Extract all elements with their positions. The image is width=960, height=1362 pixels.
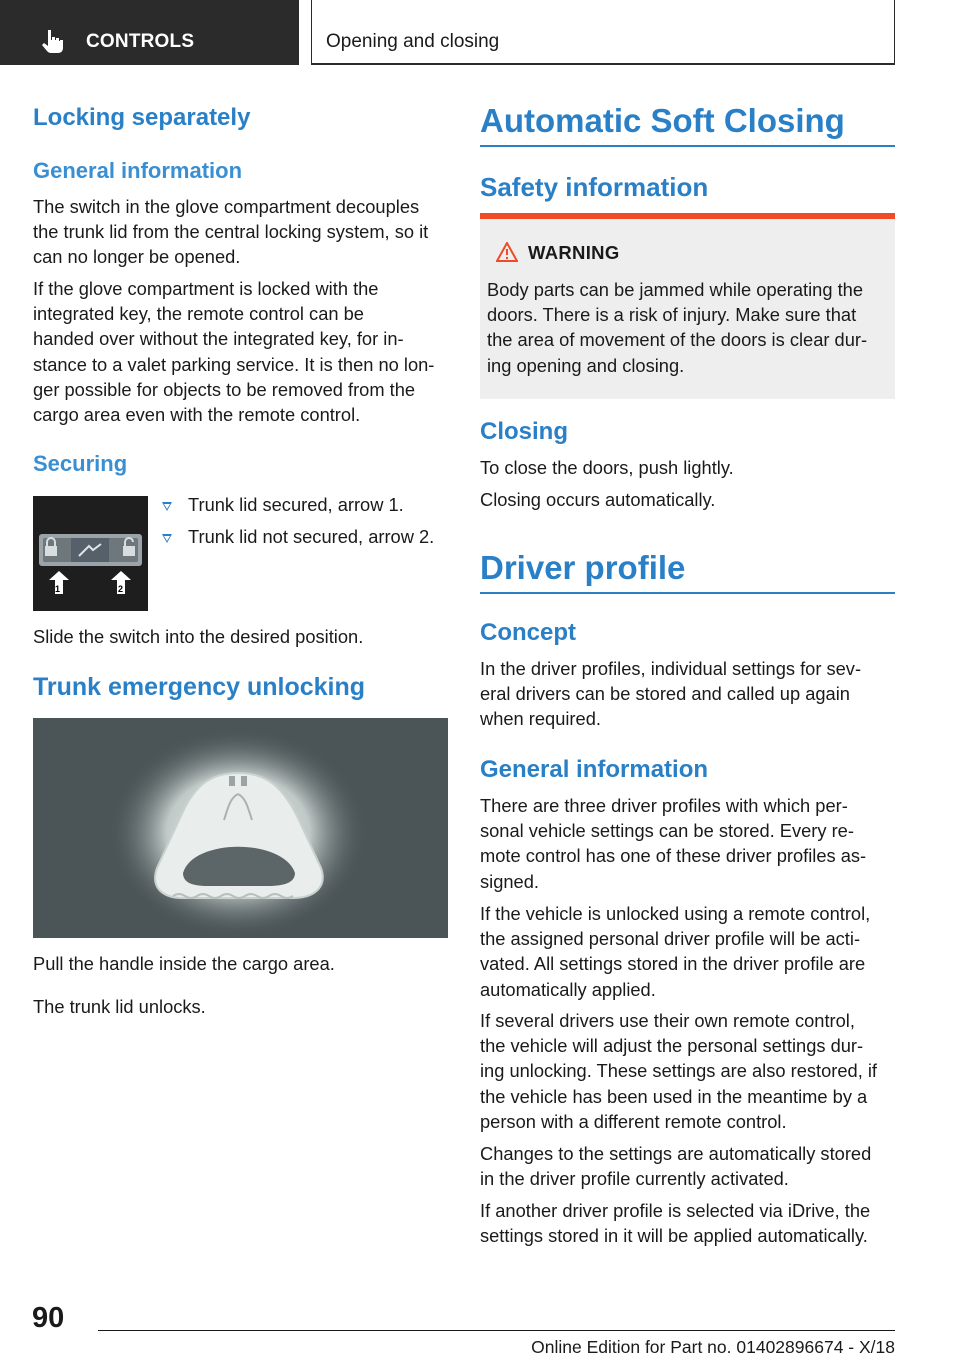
closing-heading: Closing	[480, 418, 568, 445]
unlock-profile-paragraph: If the vehicle is unlocked using a remote control, the assigned personal driver profile will be acti‐ vated. All settings stored in the driver profile are automatically applied.	[480, 903, 871, 1000]
trunk-unlocks-text: The trunk lid unlocks.	[33, 996, 206, 1017]
hand-pointer-icon	[40, 28, 66, 54]
section-tab	[0, 0, 299, 65]
general-info-paragraph: The switch in the glove compartment decouples the trunk lid from the central locking system, so it can no longer be opened.	[33, 196, 429, 268]
automatic-soft-closing-heading: Automatic Soft Closing	[480, 102, 845, 139]
warning-text: Body parts can be jammed while operating the doors. There is a risk of injury. Make sure that the area of movement of the doors is clear dur‐ ing opening and closing.	[487, 279, 868, 376]
heading-rule	[480, 145, 895, 147]
chapter-title: Opening and closing	[326, 31, 500, 52]
arrow-2-label: 2	[118, 584, 124, 594]
footer-rule	[98, 1330, 895, 1331]
securing-heading: Securing	[33, 451, 128, 476]
bullet-item: Trunk lid not secured, arrow 2.	[188, 526, 435, 547]
page-number: 90	[32, 1302, 65, 1334]
settings-stored-paragraph: Changes to the settings are automatically stored in the driver profile currently activated.	[480, 1143, 872, 1190]
bullet-triangle-icon	[162, 534, 172, 543]
chapter-tab	[311, 0, 895, 65]
closing-text-2: Closing occurs automatically.	[480, 489, 716, 510]
glove-compartment-paragraph: If the glove compartment is locked with the integrated key, the remote control can be handed over without the integrated key, for in‐ stance to a valet parking service. It is then no lon‐ ger possible for objects to be removed from the cargo area even with the remote control.	[33, 278, 435, 426]
bullet-triangle-icon	[162, 502, 172, 511]
concept-heading: Concept	[480, 619, 576, 646]
edition-note: Online Edition for Part no. 01402896674 - X/18	[531, 1337, 895, 1357]
locking-separately-heading: Locking separately	[33, 104, 251, 131]
section-label: CONTROLS	[86, 31, 195, 52]
warning-triangle-icon	[496, 242, 518, 262]
profiles-paragraph: There are three driver profiles with which per‐ sonal vehicle settings can be stored. Every re‐ mote control has one of these driver profiles as‐ signed.	[480, 795, 867, 892]
slide-switch-text: Slide the switch into the desired position.	[33, 626, 364, 647]
concept-paragraph: In the driver profiles, individual settings for sev‐ eral drivers can be stored and called up again when required.	[480, 658, 862, 730]
safety-information-heading: Safety information	[480, 172, 709, 202]
arrow-1-label: 1	[55, 584, 61, 594]
heading-rule	[480, 592, 895, 594]
several-drivers-paragraph: If several drivers use their own remote control, the vehicle will adjust the personal settings dur‐ ing unlocking. These settings are also restored, if the vehicle has been used in the meantime by a person with a different remote control.	[480, 1010, 877, 1132]
trunk-emergency-heading: Trunk emergency unlocking	[33, 673, 366, 701]
trunk-lock-switch-image	[33, 496, 148, 611]
pull-handle-text: Pull the handle inside the cargo area.	[33, 953, 335, 974]
emergency-handle-image	[33, 718, 448, 938]
general-information-heading: General information	[33, 158, 243, 183]
warning-label: WARNING	[528, 242, 620, 263]
bullet-item: Trunk lid secured, arrow 1.	[188, 494, 404, 515]
general-information-heading-right: General information	[480, 756, 709, 783]
warning-box	[480, 213, 895, 399]
driver-profile-heading: Driver profile	[480, 549, 686, 586]
idrive-paragraph: If another driver profile is selected via iDrive, the settings stored in it will be applied automatically.	[480, 1200, 871, 1247]
closing-text-1: To close the doors, push lightly.	[480, 457, 734, 478]
